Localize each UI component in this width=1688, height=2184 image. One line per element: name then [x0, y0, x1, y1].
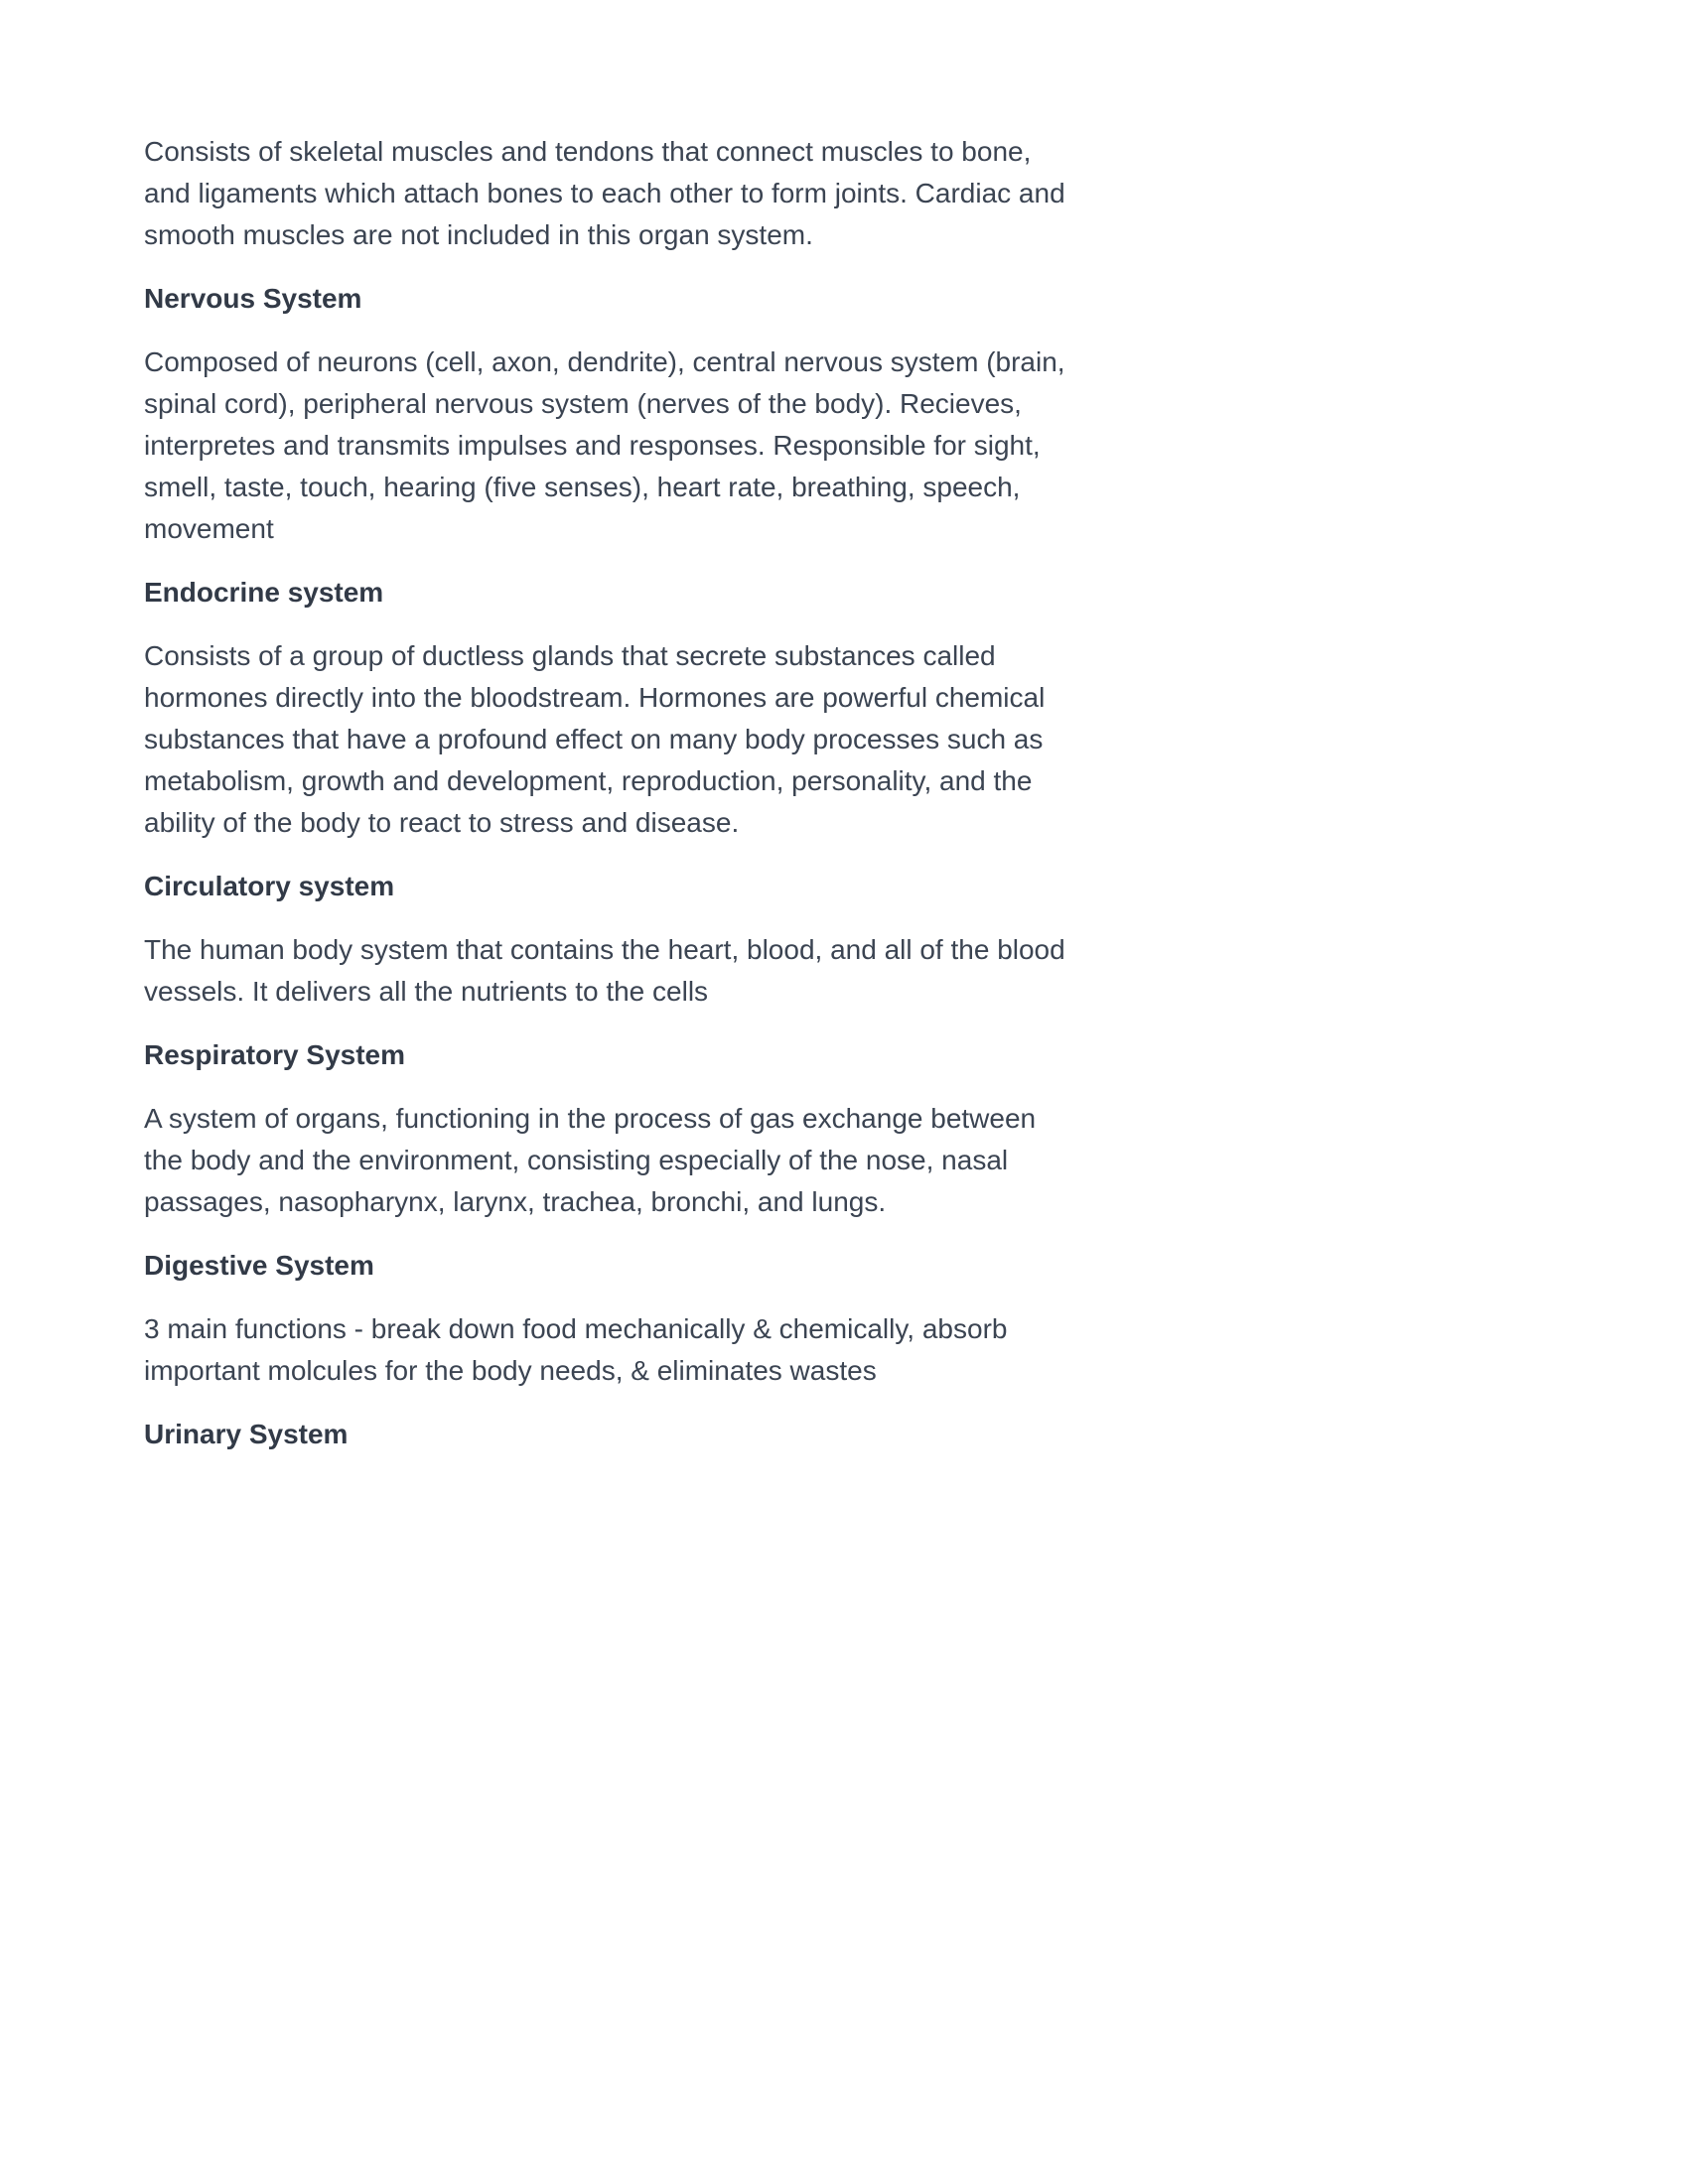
section-heading-nervous-system: Nervous System — [144, 283, 362, 314]
section-paragraph-respiratory-system: A system of organs, functioning in the process of gas exchange between the body and the environment, consisting especially of the nose, nasal passages, nasopharynx, larynx, trachea, bronchi, and lungs. — [144, 1103, 1037, 1217]
section-paragraph-circulatory-system: The human body system that contains the heart, blood, and all of the blood vessels. It delivers all the nutrients to the cells — [144, 934, 1065, 1007]
section-heading-circulatory-system: Circulatory system — [144, 871, 395, 901]
section-heading-urinary-system: Urinary System — [144, 1419, 349, 1449]
document-content — [144, 131, 1067, 1455]
section-paragraph-endocrine-system: Consists of a group of ductless glands that secrete substances called hormones directly into the bloodstream. Hormones are powerful chemical substances that have a profound effect on many body processes such as metabolism, growth and development, reproduction, personality, and the ability of the body to react to stress and disease. — [144, 640, 1046, 838]
intro-paragraph: Consists of skeletal muscles and tendons that connect muscles to bone, and ligaments which attach bones to each other to form joints. Cardiac and smooth muscles are not included in this organ system. — [144, 136, 1065, 250]
section-paragraph-nervous-system: Composed of neurons (cell, axon, dendrite), central nervous system (brain, spinal cord), peripheral nervous system (nerves of the body). Recieves, interpretes and transmits impulses and responses. Responsible for sight, smell, taste, touch, hearing (five senses), heart rate, breathing, speech, movement — [144, 346, 1065, 544]
section-heading-endocrine-system: Endocrine system — [144, 577, 384, 608]
section-paragraph-digestive-system: 3 main functions - break down food mechanically & chemically, absorb important molcules for the body needs, & eliminates wastes — [144, 1313, 1008, 1386]
section-heading-digestive-system: Digestive System — [144, 1250, 374, 1281]
section-heading-respiratory-system: Respiratory System — [144, 1039, 406, 1070]
